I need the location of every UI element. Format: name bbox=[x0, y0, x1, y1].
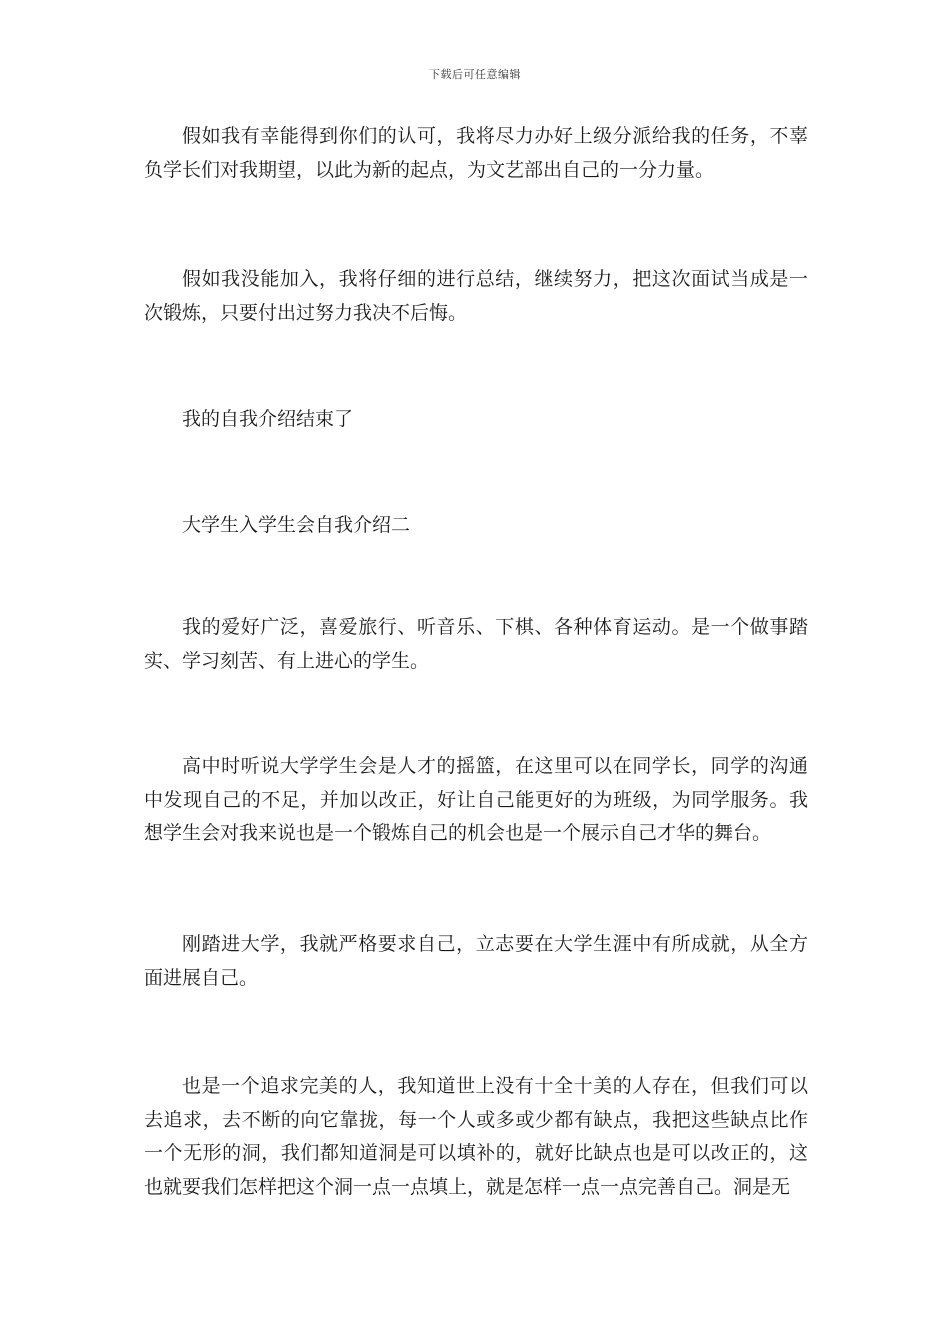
paragraph-3: 我的自我介绍结束了 bbox=[182, 408, 354, 430]
page-header: 下载后可任意编辑 bbox=[429, 68, 521, 81]
paragraph-1: 假如我有幸能得到你们的认可，我将尽力办好上级分派给我的任务，不辜负学长们对我期望，以此为新的起点，为文艺部出自己的一分力量。 bbox=[144, 125, 808, 181]
paragraph-5: 高中时听说大学学生会是人才的摇篮，在这里可以在同学长，同学的沟通中发现自己的不足，并加以改正，好让自己能更好的为班级，为同学服务。我想学生会对我来说也是一个锻炼自己的机会也是一个展示自己才华的舞台。 bbox=[144, 755, 808, 844]
paragraph-6: 刚踏进大学，我就严格要求自己，立志要在大学生涯中有所成就，从全方面进展自己。 bbox=[144, 933, 808, 989]
section-heading: 大学生入学生会自我介绍二 bbox=[182, 514, 411, 536]
paragraph-2: 假如我没能加入，我将仔细的进行总结，继续努力，把这次面试当成是一次锻炼，只要付出过努力我决不后悔。 bbox=[144, 268, 808, 324]
paragraph-4: 我的爱好广泛，喜爱旅行、听音乐、下棋、各种体育运动。是一个做事踏实、学习刻苦、有上进心的学生。 bbox=[144, 616, 808, 672]
paragraph-7: 也是一个追求完美的人，我知道世上没有十全十美的人存在，但我们可以去追求，去不断的向它靠拢，每一个人或多或少都有缺点，我把这些缺点比作一个无形的洞，我们都知道洞是可以填补的，就好比缺点也是可以改正的，这也就要我们怎样把这个洞一点一点填上，就是怎样一点一点完善自己。洞是无 bbox=[144, 1075, 808, 1198]
